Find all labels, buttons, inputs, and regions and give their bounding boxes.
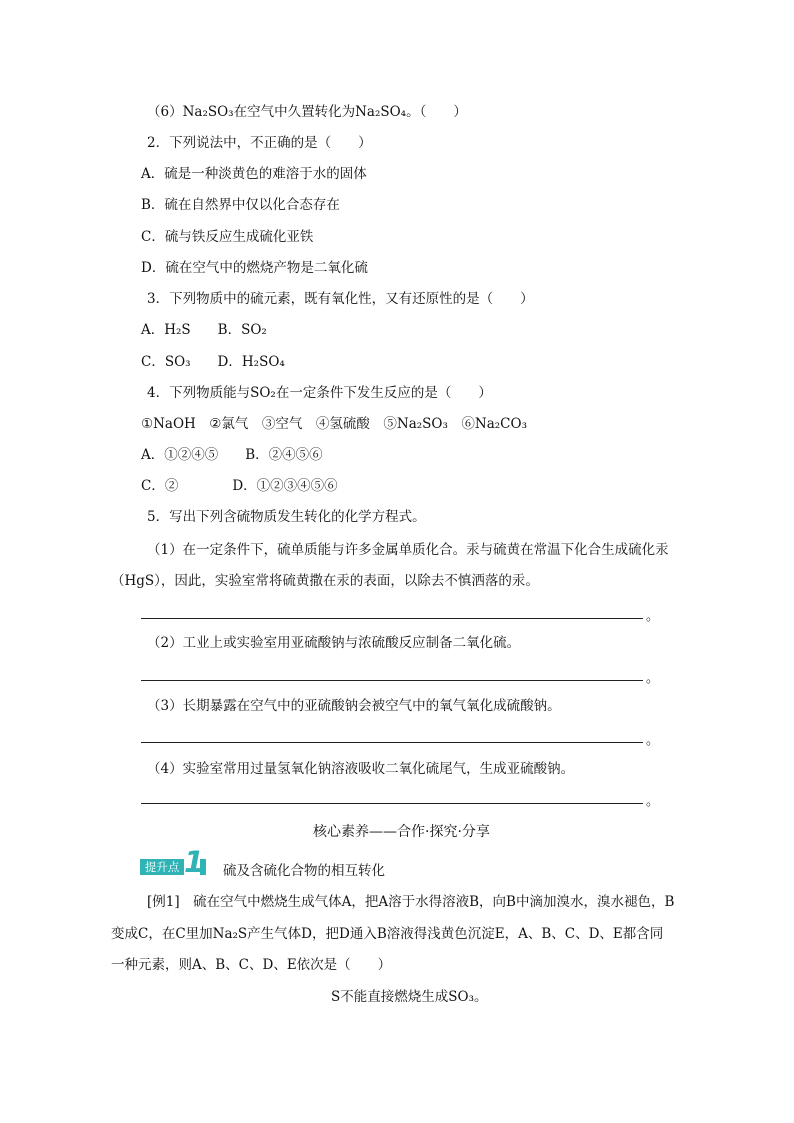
point-badge-label: 提升点 — [140, 859, 184, 875]
q4-items: ①NaOH ②氯气 ③空气 ④氢硫酸 ⑤Na₂SO₃ ⑥Na₂CO₃ — [141, 416, 527, 432]
q3-options-cd: C．SO₃ D．H₂SO₄ — [141, 354, 285, 370]
example-line-3: 一种元素，则A、B、C、D、E依次是（ ） — [111, 957, 392, 973]
q4-options-ab: A．①②④⑤ B．②④⑤⑥ — [141, 447, 323, 463]
section-title: 核心素养——合作·探究·分享 — [313, 824, 490, 840]
q3-options-ab: A．H₂S B．SO₂ — [141, 322, 267, 338]
answer-end-mark: 。 — [646, 609, 660, 624]
q5-part4: （4）实验室常用过量氢氧化钠溶液吸收二氧化硫尾气，生成亚硫酸钠。 — [147, 761, 575, 777]
q2-stem: 2．下列说法中，不正确的是（ ） — [147, 135, 372, 151]
q4-options-cd: C．② D．①②③④⑤⑥ — [141, 478, 338, 494]
q2-option-a: A．硫是一种淡黄色的难溶于水的固体 — [141, 166, 367, 182]
q5-stem: 5．写出下列含硫物质发生转化的化学方程式。 — [147, 509, 426, 525]
q5-part3: （3）长期暴露在空气中的亚硫酸钠会被空气中的氧气氧化成硫酸钠。 — [147, 698, 561, 714]
q1-item-6: （6）Na₂SO₃在空气中久置转化为Na₂SO₄。（ ） — [147, 104, 467, 120]
margin-note: S不能直接燃烧生成SO₃。 — [331, 989, 488, 1005]
answer-end-mark: 。 — [646, 794, 660, 809]
q4-stem: 4．下列物质能与SO₂在一定条件下发生反应的是（ ） — [147, 385, 492, 401]
point-badge — [140, 845, 206, 879]
q2-option-d: D．硫在空气中的燃烧产物是二氧化硫 — [141, 260, 368, 276]
q5-part2: （2）工业上或实验室用亚硫酸钠与浓硫酸反应制备二氧化硫。 — [147, 635, 521, 651]
q2-option-c: C．硫与铁反应生成硫化亚铁 — [141, 229, 314, 245]
q3-stem: 3．下列物质中的硫元素，既有氧化性，又有还原性的是（ ） — [147, 291, 534, 307]
answer-blank-3[interactable] — [141, 742, 643, 743]
q5-part1-line1: （1）在一定条件下，硫单质能与许多金属单质化合。汞与硫黄在常温下化合生成硫化汞 — [147, 542, 669, 558]
answer-end-mark: 。 — [646, 733, 660, 748]
example-line-2: 变成C，在C里加Na₂S产生气体D，把D通入B溶液得浅黄色沉淀E，A、B、C、D、E都含同 — [111, 926, 664, 942]
point-badge-number: 1 — [184, 845, 205, 879]
q2-option-b: B．硫在自然界中仅以化合态存在 — [141, 197, 340, 213]
answer-blank-1[interactable] — [141, 618, 643, 619]
answer-blank-4[interactable] — [141, 803, 643, 804]
example-line-1: [例1] 硫在空气中燃烧生成气体A，把A溶于水得溶液B，向B中滴加溴水，溴水褪色，B — [147, 894, 675, 910]
answer-blank-2[interactable] — [141, 680, 643, 681]
point-title: 硫及含硫化合物的相互转化 — [223, 863, 385, 879]
q5-part1-line2: （HgS），因此，实验室常将硫黄撒在汞的表面，以除去不慎洒落的汞。 — [111, 573, 539, 589]
answer-end-mark: 。 — [646, 671, 660, 686]
